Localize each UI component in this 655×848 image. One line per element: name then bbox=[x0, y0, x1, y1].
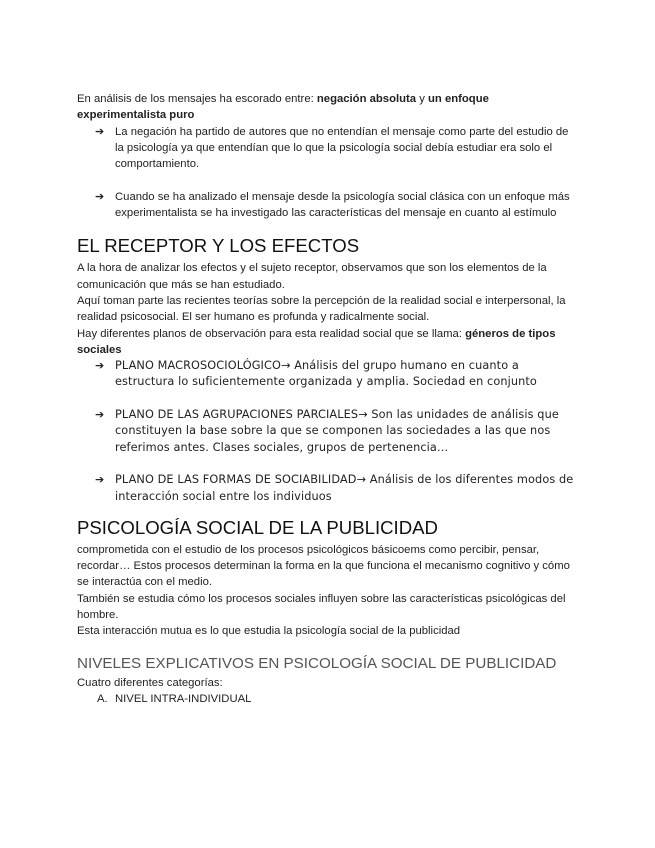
spacer bbox=[77, 505, 577, 517]
list-item-text: PLANO MACROSOCIOLÓGICO→ Análisis del grupo humano en cuanto a estructura lo suficientemente organizada y amplia. Sociedad en conjunto bbox=[115, 359, 537, 389]
list-item bbox=[77, 472, 577, 505]
receptor-paragraph-3-bold: géneros de tipos sociales bbox=[77, 327, 556, 356]
psicologia-paragraph-1: comprometida con el estudio de los procesos psicológicos básicoems como percibir, pensar, recordar… Estos procesos determinan la forma en la que funciona el mecanismo cognitivo y cómo se interactúa con el medio. bbox=[77, 543, 570, 589]
list-item-text: PLANO DE LAS AGRUPACIONES PARCIALES→ Son las unidades de análisis que constituyen la base sobre la que se componen las sociedades a las que nos referimos antes. Clases sociales, grupos de pertenencia… bbox=[115, 408, 559, 454]
section-heading-psicologia: PSICOLOGÍA SOCIAL DE LA PUBLICIDAD bbox=[77, 516, 438, 538]
arrow-right-icon: ➔ bbox=[95, 190, 105, 203]
intro-bullet-list bbox=[77, 124, 577, 222]
receptor-paragraph-1: A la hora de analizar los efectos y el sujeto receptor, observamos que son los elementos de la comunicación que más se han estudiado. bbox=[77, 262, 547, 291]
list-item-text: NIVEL INTRA-INDIVIDUAL bbox=[115, 692, 252, 705]
psicologia-paragraph-2: También se estudia cómo los procesos sociales influyen sobre las características psicológicas del hombre. bbox=[77, 592, 566, 622]
intro-text: En análisis de los mensajes ha escorado entre: bbox=[77, 93, 317, 105]
receptor-paragraph-3 bbox=[77, 326, 577, 359]
list-item bbox=[77, 124, 577, 173]
list-item bbox=[77, 358, 577, 391]
list-item-text: Cuando se ha analizado el mensaje desde la psicología social clásica con un enfoque más experimentalista se ha investigado las características del mensaje en cuanto al estímulo bbox=[115, 190, 570, 220]
list-item bbox=[77, 189, 577, 222]
section-heading-niveles: NIVELES EXPLICATIVOS EN PSICOLOGÍA SOCIAL DE PUBLICIDAD bbox=[77, 654, 557, 672]
receptor-paragraph-2: Aquí toman parte las recientes teorías sobre la percepción de la realidad social e interpersonal, la realidad psicosocial. El ser humano es profunda y radicalmente social. bbox=[77, 294, 566, 324]
receptor-paragraph-3-text: Hay diferentes planos de observación para esta realidad social que se llama: bbox=[77, 327, 466, 340]
list-marker: A. bbox=[97, 692, 108, 705]
intro-bold-enfoque: un enfoque experimentalista puro bbox=[77, 93, 489, 122]
list-item bbox=[77, 407, 577, 456]
list-spacer bbox=[77, 172, 577, 188]
niveles-list bbox=[77, 691, 577, 707]
intro-bold-negacion: negación absoluta bbox=[316, 93, 417, 105]
intro-paragraph bbox=[77, 91, 577, 124]
list-item-text: PLANO DE LAS FORMAS DE SOCIABILIDAD→ Análisis de los diferentes modos de interacción social entre los individuos bbox=[115, 473, 574, 503]
intro-connector: y bbox=[416, 93, 429, 105]
niveles-intro: Cuatro diferentes categorías: bbox=[77, 676, 223, 689]
list-item bbox=[77, 691, 577, 707]
arrow-right-icon: ➔ bbox=[95, 125, 105, 138]
psicologia-paragraph-3: Esta interacción mutua es lo que estudia la psicología social de la publicidad bbox=[77, 625, 461, 638]
list-spacer bbox=[77, 391, 577, 407]
list-spacer bbox=[77, 456, 577, 472]
document-page bbox=[77, 91, 577, 707]
spacer bbox=[77, 640, 577, 654]
section-heading-receptor: EL RECEPTOR Y LOS EFECTOS bbox=[77, 235, 360, 257]
arrow-right-icon: ➔ bbox=[95, 473, 105, 487]
list-item-text: La negación ha partido de autores que no entendían el mensaje como parte del estudio de la psicología ya que entendían que lo que la psicología social debía estudiar era solo el comportamiento. bbox=[115, 125, 569, 171]
spacer bbox=[77, 221, 577, 235]
arrow-right-icon: ➔ bbox=[95, 408, 105, 422]
arrow-right-icon: ➔ bbox=[95, 359, 105, 373]
planos-bullet-list bbox=[77, 358, 577, 505]
